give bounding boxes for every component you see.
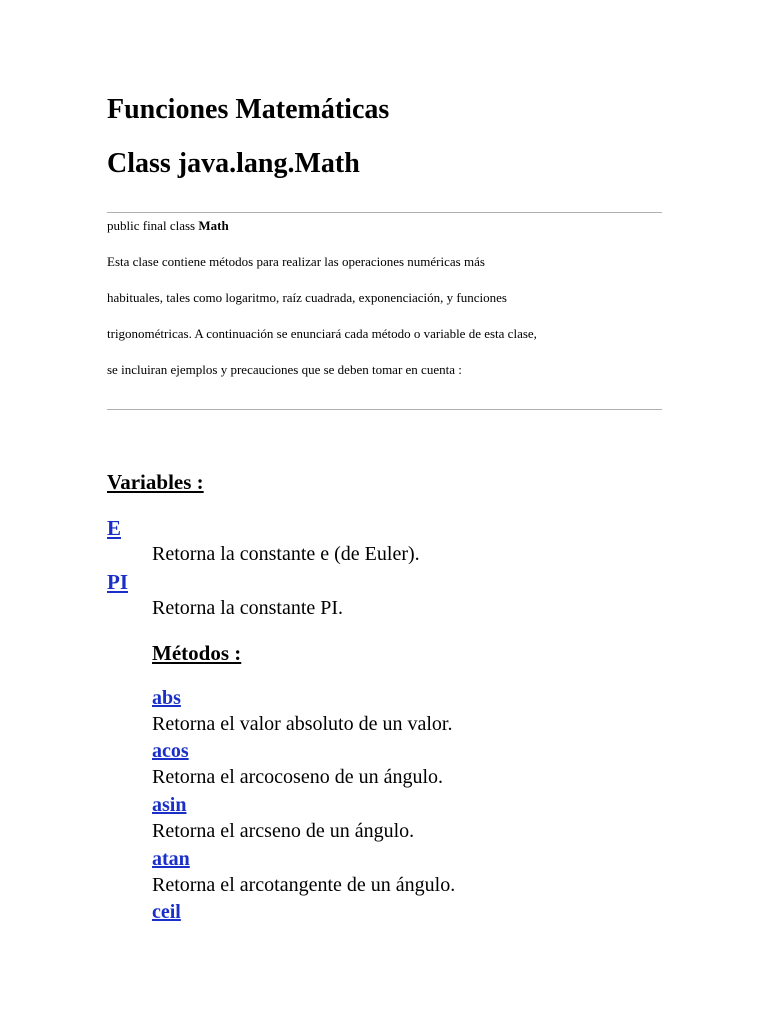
method-link-atan[interactable]: atan [152, 848, 190, 870]
declaration-class-name: Math [198, 218, 229, 233]
class-title: Class java.lang.Math [107, 148, 360, 179]
method-description-abs: Retorna el valor absoluto de un valor. [152, 713, 453, 735]
description-line-1: Esta clase contiene métodos para realizar las operaciones numéricas más [107, 254, 485, 269]
method-description-atan: Retorna el arcotangente de un ángulo. [152, 874, 456, 896]
declaration-prefix: public final class [107, 218, 199, 233]
variable-description-pi: Retorna la constante PI. [152, 597, 344, 619]
description-line-3: trigonométricas. A continuación se enunciará cada método o variable de esta clase, [107, 326, 537, 341]
method-link-acos[interactable]: acos [152, 740, 189, 762]
description-line-4: se incluiran ejemplos y precauciones que se deben tomar en cuenta : [107, 362, 462, 377]
variable-link-pi[interactable]: PI [107, 570, 128, 594]
methods-heading: Métodos : [152, 641, 242, 665]
method-link-asin[interactable]: asin [152, 794, 187, 816]
method-description-acos: Retorna el arcocoseno de un ángulo. [152, 766, 444, 788]
method-link-abs[interactable]: abs [152, 687, 181, 709]
bottom-divider [107, 409, 662, 410]
variable-description-e: Retorna la constante e (de Euler). [152, 543, 420, 565]
method-link-ceil[interactable]: ceil [152, 901, 181, 923]
variable-link-e[interactable]: E [107, 516, 122, 540]
class-declaration [107, 218, 229, 234]
page-title: Funciones Matemáticas [107, 94, 390, 125]
description-line-2: habituales, tales como logaritmo, raíz cuadrada, exponenciación, y funciones [107, 290, 507, 305]
variables-heading: Variables : [107, 470, 204, 494]
top-divider [107, 212, 662, 213]
method-description-asin: Retorna el arcseno de un ángulo. [152, 820, 415, 842]
